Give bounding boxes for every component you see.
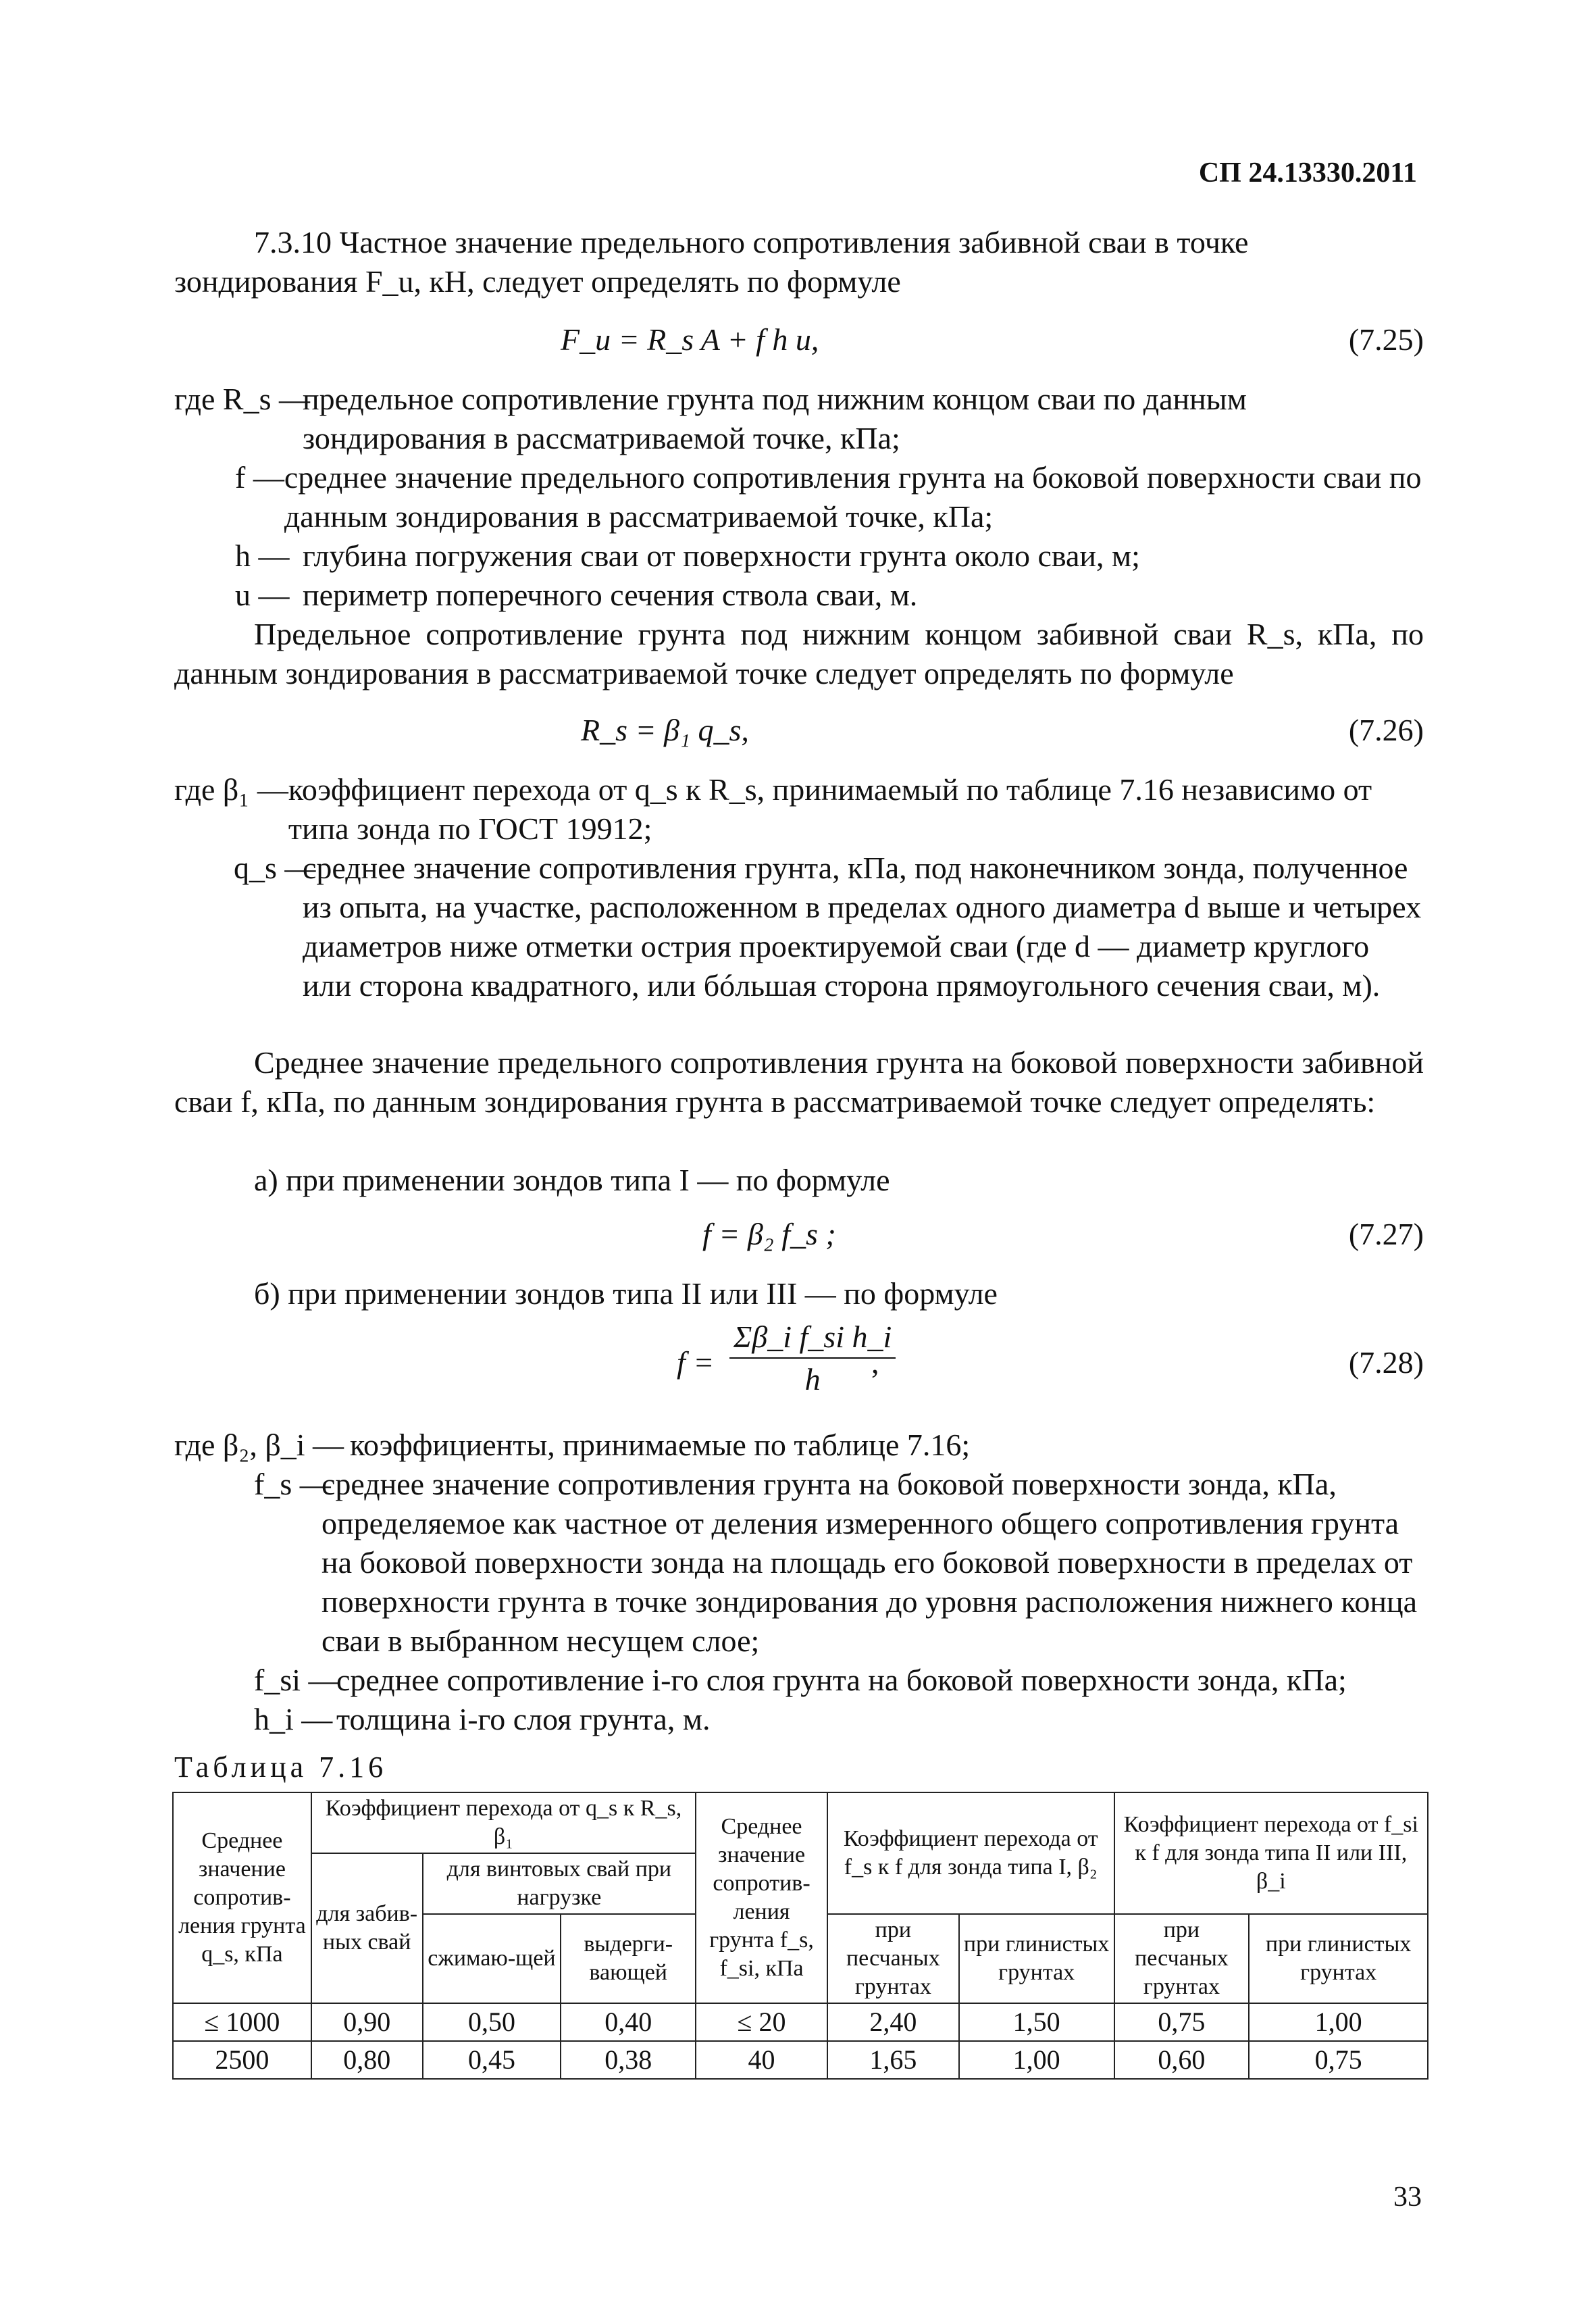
table-cell: 0,75	[1249, 2041, 1428, 2079]
header-fs: Среднее значение сопротив-ления грунта f_s, f_si, кПа	[696, 1792, 827, 2003]
table-cell: 40	[696, 2041, 827, 2079]
paragraph-f: Среднее значение предельного сопротивления грунта на боковой поверхности забивной сваи f, кПа, по данным зондирования грунта в рассматриваемой точке следует определять:	[174, 1045, 1424, 1119]
definition-beta1	[174, 770, 1424, 849]
table-cell: 1,00	[1249, 2003, 1428, 2041]
item-a: а) при применении зондов типа I — по формуле	[254, 1163, 890, 1197]
equation-number-7-25: (7.25)	[1348, 322, 1424, 357]
table-row	[173, 2041, 1428, 2079]
formula-7-27: f = β₂ f_s ;	[702, 1217, 836, 1251]
definition-text: коэффициенты, принимаемые по таблице 7.16;	[350, 1428, 971, 1462]
header-screw-piles: для винтовых свай при нагрузке	[423, 1853, 696, 1914]
table-cell: 1,00	[959, 2041, 1114, 2079]
definition-symbol: где β₂, β_i —	[174, 1428, 344, 1462]
header-driven-piles: для забив-ных свай	[311, 1853, 423, 2003]
equation-number-7-28: (7.28)	[1348, 1345, 1424, 1380]
definition-symbol: где β₁ —	[174, 772, 288, 807]
header-sandy-1: при песчаных грунтах	[827, 1914, 959, 2003]
table-cell: 1,65	[827, 2041, 959, 2079]
fraction-denominator: h	[804, 1362, 821, 1397]
header-coef-beta1: Коэффициент перехода от q_s к R_s, β₁	[311, 1792, 696, 1853]
definition-fsi	[254, 1661, 1424, 1700]
definitions-7-25	[174, 380, 1424, 615]
paragraph-7-3-10-line1: 7.3.10 Частное значение предельного сопротивления забивной сваи в точке	[254, 225, 1249, 259]
table-cell: 0,60	[1114, 2041, 1250, 2079]
header-clay-1: при глинистых грунтах	[959, 1914, 1114, 2003]
header-pulling: выдерги-вающей	[561, 1914, 696, 2003]
table-7-16	[172, 1792, 1428, 2080]
table-header-row-1	[173, 1792, 1428, 1853]
definition-symbol: f_si —	[254, 1663, 340, 1697]
table-cell: 1,50	[959, 2003, 1114, 2041]
header-clay-2: при глинистых грунтах	[1249, 1914, 1428, 2003]
table-cell: 0,40	[561, 2003, 696, 2041]
definition-text: среднее значение предельного сопротивления грунта на боковой поверхности сваи по данным зондирования в рассматриваемой точке, кПа;	[284, 460, 1422, 534]
table-cell: 0,80	[311, 2041, 423, 2079]
definition-text: среднее значение сопротивления грунта, кПа, под наконечником зонда, полученное из опыта, на участке, расположенном в пределах одного диаметра d выше и четырех диаметров ниже отметки острия проектируемой сваи (где d — диаметр круглого или сторона квадратного, или бóльшая сторона прямоугольного сечения сваи, м).	[303, 851, 1422, 1003]
definition-text: коэффициент перехода от q_s к R_s, принимаемый по таблице 7.16 независимо от типа зонда по ГОСТ 19912;	[288, 772, 1372, 846]
table-cell: 0,45	[423, 2041, 561, 2079]
definition-symbol: h —	[235, 538, 290, 573]
definition-text: периметр поперечного сечения ствола сваи, м.	[303, 578, 918, 612]
header-coef-beta2: Коэффициент перехода от f_s к f для зонда типа I, β₂	[827, 1792, 1114, 1914]
definition-text: глубина погружения сваи от поверхности грунта около сваи, м;	[303, 538, 1140, 573]
table-cell: 0,90	[311, 2003, 423, 2041]
page-number: 33	[1393, 2182, 1422, 2213]
table-cell: 0,50	[423, 2003, 561, 2041]
document-code: СП 24.13330.2011	[1198, 157, 1417, 188]
definition-text: среднее значение сопротивления грунта на боковой поверхности зонда, кПа, определяемое как частное от деления измеренного общего сопротивления грунта на боковой поверхности зонда на площадь его боковой поверхности в пределах от поверхности грунта в точке зондирования до уровня расположения нижнего конца сваи в выбранном несущем слое;	[321, 1467, 1418, 1658]
definition-u	[235, 576, 1424, 615]
formula-7-26: R_s = β₁ q_s,	[581, 713, 749, 747]
definition-symbol: q_s —	[234, 851, 316, 885]
formula-7-25: F_u = R_s A + f h u,	[561, 322, 819, 357]
definition-h	[235, 536, 1424, 576]
definition-symbol: h_i —	[254, 1702, 333, 1736]
definition-beta2	[174, 1426, 1424, 1465]
definition-text: среднее сопротивление i-го слоя грунта на боковой поверхности зонда, кПа;	[336, 1663, 1347, 1697]
definition-qs	[234, 849, 1424, 1005]
table-cell: 0,75	[1114, 2003, 1250, 2041]
table-cell: ≤ 20	[696, 2003, 827, 2041]
equation-number-7-27: (7.27)	[1348, 1217, 1424, 1251]
table-cell: 2,40	[827, 2003, 959, 2041]
paragraph-7-3-10-line2: зондирования F_u, кН, следует определять по формуле	[174, 264, 901, 299]
formula-7-28-comma: ,	[871, 1345, 879, 1380]
definition-symbol: f —	[235, 460, 284, 495]
formula-7-28-lhs: f =	[677, 1345, 715, 1380]
definition-hi	[254, 1700, 1424, 1739]
definition-rs	[174, 380, 1424, 458]
definitions-7-26	[174, 770, 1424, 1005]
header-compressive: сжимаю-щей	[423, 1914, 561, 2003]
header-qs: Среднее значение сопротив-ления грунта q_s, кПа	[173, 1792, 311, 2003]
header-sandy-2: при песчаных грунтах	[1114, 1914, 1250, 2003]
definition-symbol: u —	[235, 578, 290, 612]
table-cell: 0,38	[561, 2041, 696, 2079]
definition-text: толщина i-го слоя грунта, м.	[336, 1702, 711, 1736]
definition-symbol: где R_s —	[174, 382, 310, 416]
definitions-7-28	[174, 1426, 1424, 1739]
paragraph-rs: Предельное сопротивление грунта под нижним концом забивной сваи R_s, кПа, по данным зондирования в рассматриваемой точке следует определять по формуле	[174, 617, 1424, 690]
equation-number-7-26: (7.26)	[1348, 713, 1424, 747]
fraction-numerator: Σβ_i f_si h_i	[729, 1319, 896, 1359]
definition-fs	[254, 1465, 1424, 1661]
item-b: б) при применении зондов типа II или III — по формуле	[254, 1276, 998, 1311]
table-row	[173, 2003, 1428, 2041]
definition-text: предельное сопротивление грунта под нижним концом сваи по данным зондирования в рассматриваемой точке, кПа;	[303, 382, 1247, 455]
table-caption: Таблица 7.16	[174, 1751, 388, 1784]
header-coef-betai: Коэффициент перехода от f_si к f для зонда типа II или III, β_i	[1114, 1792, 1428, 1914]
definition-f	[235, 458, 1424, 536]
table-cell: 2500	[173, 2041, 311, 2079]
definition-symbol: f_s —	[254, 1467, 331, 1501]
table-cell: ≤ 1000	[173, 2003, 311, 2041]
